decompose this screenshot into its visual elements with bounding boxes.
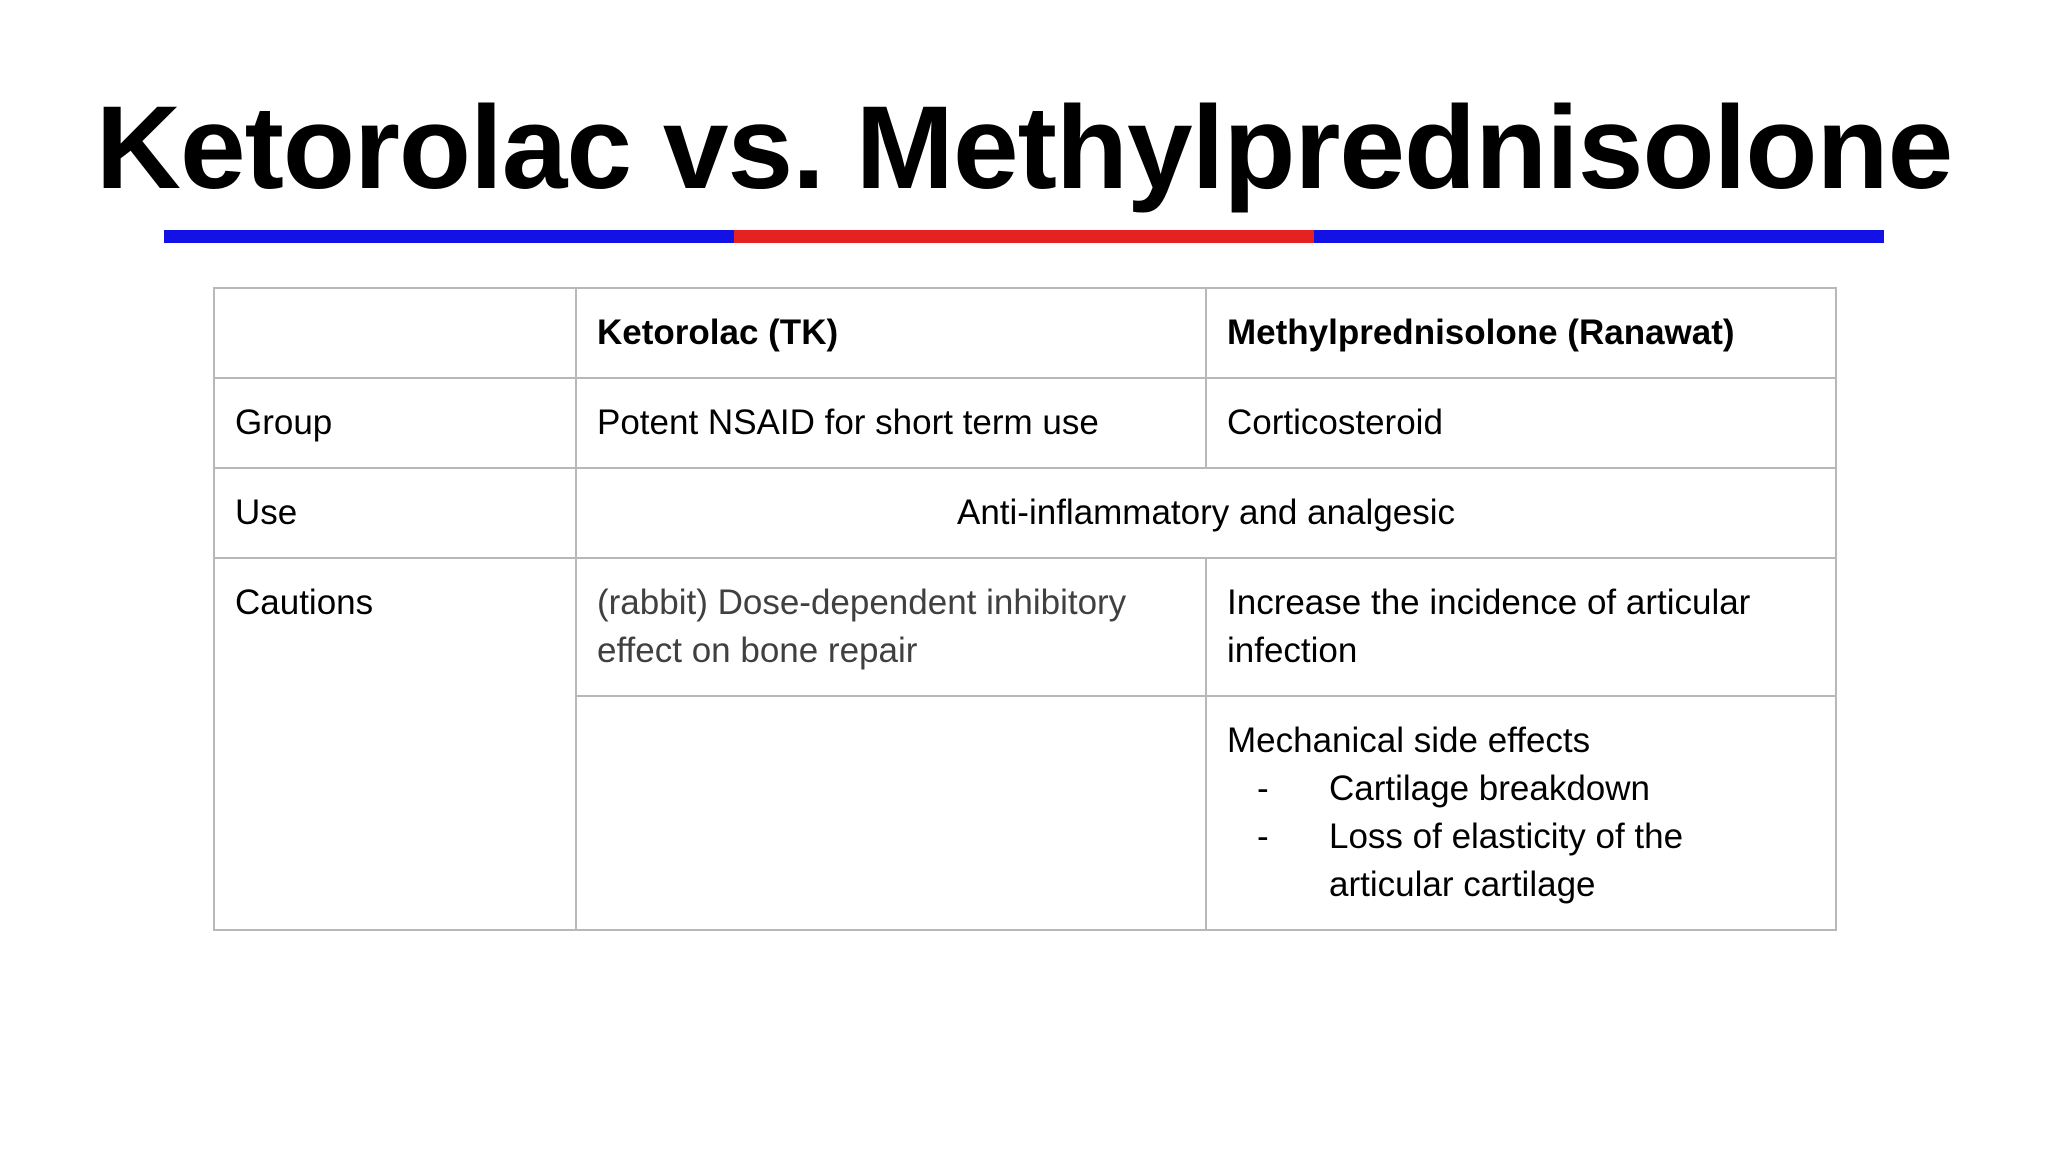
group-methylprednisolone-cell: Corticosteroid: [1206, 378, 1836, 468]
header-cell-ketorolac: Ketorolac (TK): [576, 288, 1206, 378]
comparison-table: [213, 287, 1837, 931]
row-label-group: Group: [214, 378, 576, 468]
table-header-row: [214, 288, 1836, 378]
cautions-methylprednisolone-mechanical-cell: [1206, 696, 1836, 930]
row-label-use: Use: [214, 468, 576, 558]
underline-segment-blue-left: [164, 230, 734, 243]
list-item: [1227, 765, 1815, 813]
table-row-cautions: [214, 558, 1836, 696]
slide-title: Ketorolac vs. Methylprednisolone: [95, 82, 1953, 214]
table-row-group: [214, 378, 1836, 468]
bullet-dash: -: [1257, 817, 1269, 856]
cautions-methylprednisolone-infection-cell: Increase the incidence of articular infection: [1206, 558, 1836, 696]
mechanical-side-effects-heading: Mechanical side effects: [1227, 721, 1591, 760]
cautions-ketorolac-empty-cell: [576, 696, 1206, 930]
group-ketorolac-cell: Potent NSAID for short term use: [576, 378, 1206, 468]
underline-segment-red-center: [734, 230, 1314, 243]
list-item-text: Cartilage breakdown: [1329, 769, 1651, 808]
header-cell-empty: [214, 288, 576, 378]
cautions-ketorolac-cell: (rabbit) Dose-dependent inhibitory effect on bone repair: [576, 558, 1206, 696]
table-row-use: [214, 468, 1836, 558]
bullet-dash: -: [1257, 769, 1269, 808]
mechanical-side-effects-list: [1227, 765, 1815, 909]
row-label-cautions: Cautions: [214, 558, 576, 930]
header-cell-methylprednisolone: Methylprednisolone (Ranawat): [1206, 288, 1836, 378]
list-item-text: Loss of elasticity of the articular cartilage: [1329, 817, 1684, 904]
underline-segment-blue-right: [1314, 230, 1884, 243]
list-item: [1227, 813, 1815, 909]
use-combined-cell: Anti-inflammatory and analgesic: [576, 468, 1836, 558]
title-underline: [164, 230, 1884, 243]
